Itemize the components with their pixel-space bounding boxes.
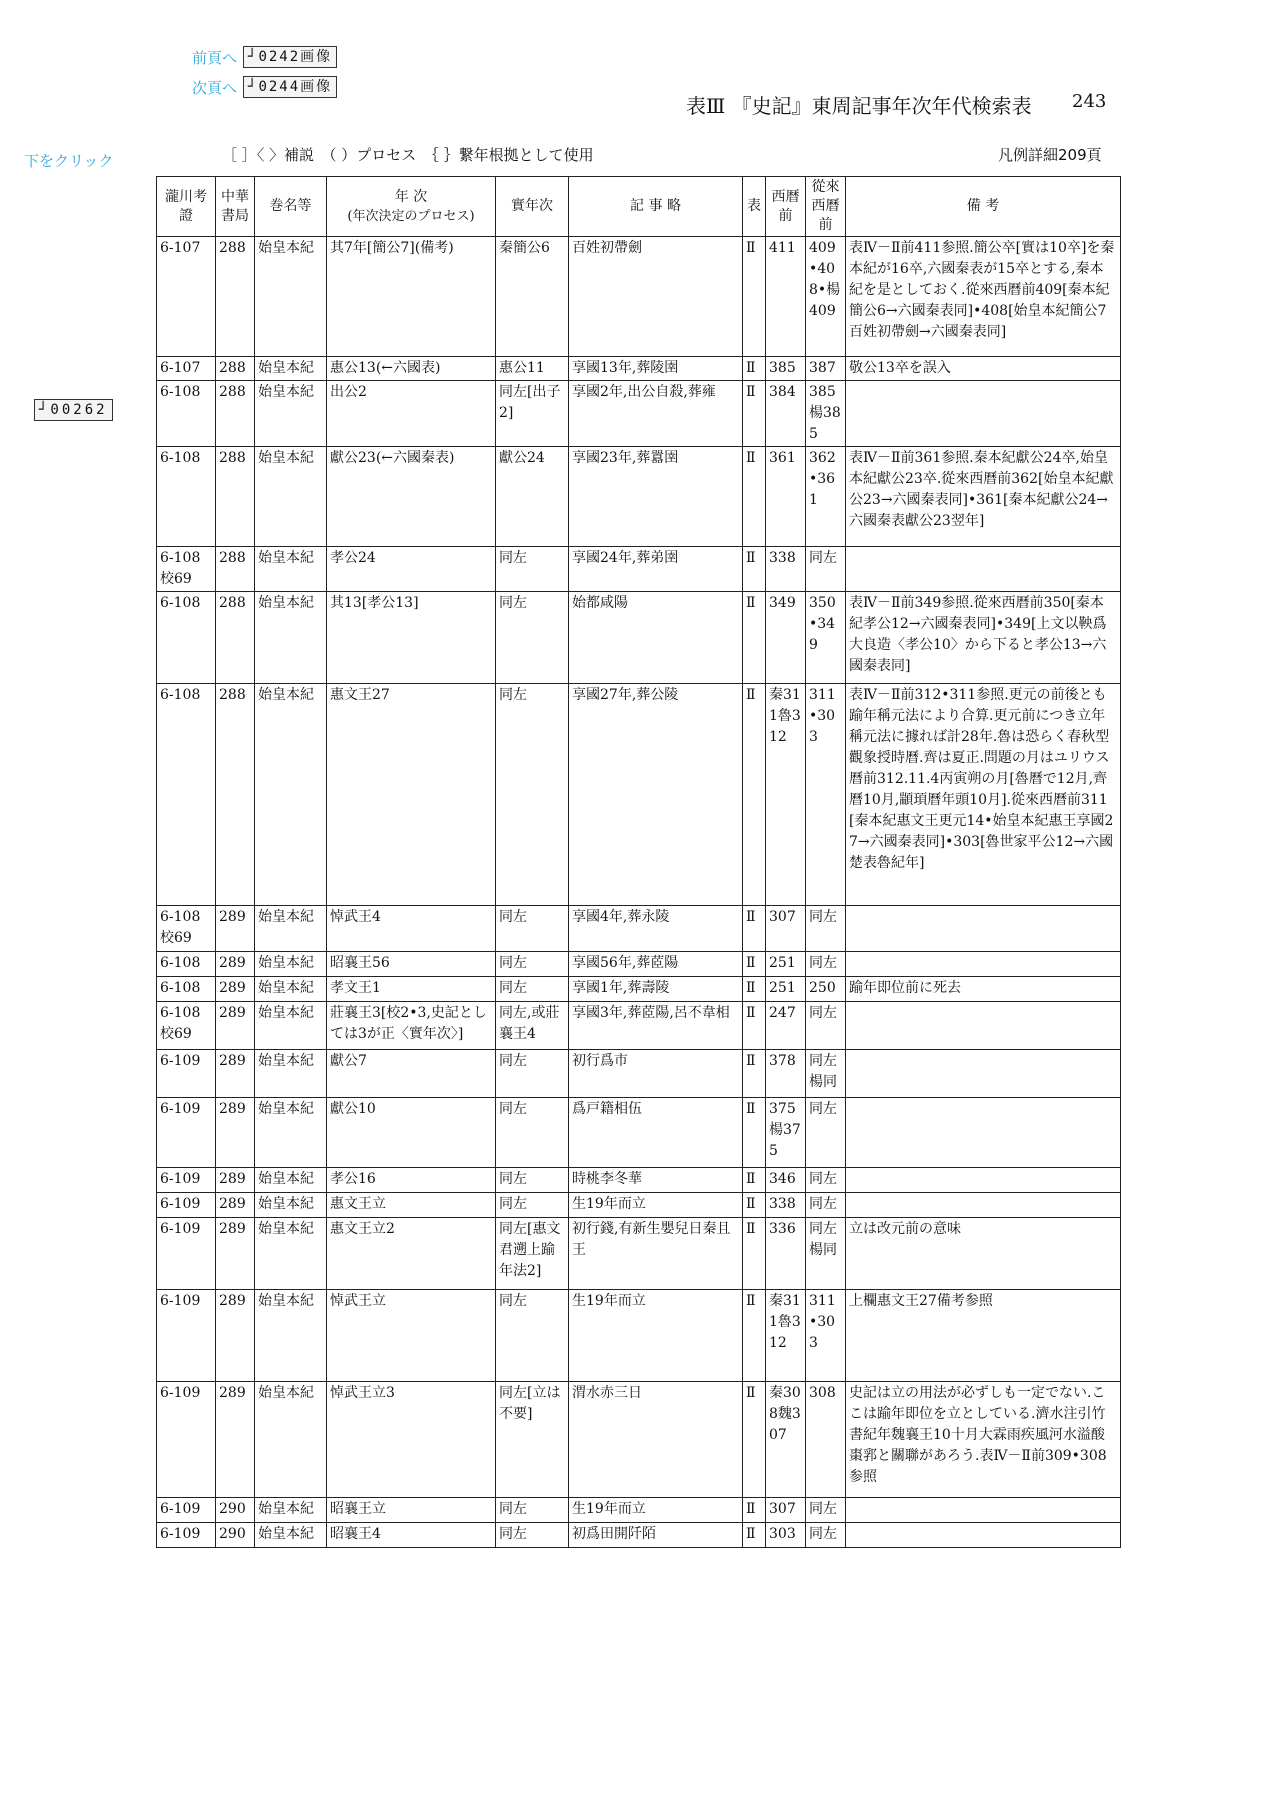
col-header-year — [327, 177, 496, 237]
cell-prev-bce: 同左 — [806, 1498, 846, 1523]
cell-notes — [846, 1002, 1121, 1050]
cell-notes: 表Ⅳ－Ⅱ前411参照.簡公卒[實は10卒]を秦本紀が16卒,六國秦表が15卒とする,秦本紀を是としておく.從來西曆前409[秦本紀簡公6→六國秦表同]•408[始皇本紀簡公7百姓初帶劍→六國秦表同] — [846, 237, 1121, 357]
cell-actual-year: 同左,或莊襄王4 — [496, 1002, 569, 1050]
table-row — [157, 357, 1121, 381]
legend-ref: 凡例詳細209頁 — [998, 146, 1102, 164]
cell-takigawa: 6-109 — [157, 1168, 216, 1193]
cell-year: 昭襄王立 — [327, 1498, 496, 1523]
cell-summary: 初行爲市 — [569, 1050, 743, 1098]
cell-volume: 始皇本紀 — [255, 237, 327, 357]
side-ref-button[interactable]: ┘00262 — [34, 399, 113, 421]
cell-year: 獻公23(←六國秦表) — [327, 447, 496, 547]
cell-actual-year: 同左 — [496, 1193, 569, 1218]
cell-year: 獻公10 — [327, 1098, 496, 1168]
cell-takigawa: 6-109 — [157, 1193, 216, 1218]
cell-table: Ⅱ — [743, 547, 766, 592]
cell-table: Ⅱ — [743, 1218, 766, 1290]
cell-notes — [846, 1193, 1121, 1218]
cell-notes — [846, 1498, 1121, 1523]
cell-summary: 渭水赤三日 — [569, 1382, 743, 1498]
cell-bce: 303 — [766, 1523, 806, 1548]
cell-table: Ⅱ — [743, 1193, 766, 1218]
cell-table: Ⅱ — [743, 357, 766, 381]
cell-bce: 秦311魯312 — [766, 1290, 806, 1382]
cell-table: Ⅱ — [743, 447, 766, 547]
cell-zhonghua: 289 — [216, 1168, 255, 1193]
cell-zhonghua: 289 — [216, 906, 255, 952]
cell-summary: 享國2年,出公自殺,葬雍 — [569, 381, 743, 447]
cell-table: Ⅱ — [743, 1523, 766, 1548]
table-row — [157, 1098, 1121, 1168]
cell-takigawa: 6-109 — [157, 1498, 216, 1523]
cell-year: 惠文王27 — [327, 684, 496, 906]
col-header-zhonghua: 中華書局 — [216, 177, 255, 237]
cell-notes: 上欄惠文王27備考参照 — [846, 1290, 1121, 1382]
cell-takigawa: 6-109 — [157, 1290, 216, 1382]
table-row — [157, 1382, 1121, 1498]
cell-prev-bce: 311•303 — [806, 1290, 846, 1382]
col-header-notes: 備 考 — [846, 177, 1121, 237]
cell-prev-bce: 362•361 — [806, 447, 846, 547]
cell-bce: 361 — [766, 447, 806, 547]
cell-bce: 349 — [766, 592, 806, 684]
cell-notes: 表Ⅳ－Ⅱ前361参照.秦本紀獻公24卒,始皇本紀獻公23卒.從來西曆前362[始皇本紀獻公23→六國秦表同]•361[秦本紀獻公24→六國秦表獻公23翌年] — [846, 447, 1121, 547]
table-row — [157, 447, 1121, 547]
cell-bce: 338 — [766, 547, 806, 592]
nav-next — [192, 76, 337, 98]
click-hint-link[interactable]: 下をクリック — [24, 152, 114, 170]
cell-zhonghua: 289 — [216, 1002, 255, 1050]
cell-year: 莊襄王3[校2•3,史記としては3が正〈實年次〉] — [327, 1002, 496, 1050]
prev-page-label: 前頁へ — [192, 48, 238, 67]
cell-zhonghua: 288 — [216, 237, 255, 357]
cell-year: 獻公7 — [327, 1050, 496, 1098]
nav-prev — [192, 46, 337, 68]
cell-actual-year: 同左 — [496, 952, 569, 977]
cell-prev-bce: 同左 — [806, 1002, 846, 1050]
cell-takigawa: 6-108 — [157, 447, 216, 547]
cell-prev-bce: 409•408•楊409 — [806, 237, 846, 357]
cell-takigawa: 6-109 — [157, 1523, 216, 1548]
cell-takigawa: 6-107 — [157, 237, 216, 357]
cell-table: Ⅱ — [743, 592, 766, 684]
cell-bce: 247 — [766, 1002, 806, 1050]
next-page-button[interactable]: ┘0244画像 — [243, 76, 337, 98]
table-row — [157, 547, 1121, 592]
table-row — [157, 906, 1121, 952]
cell-volume: 始皇本紀 — [255, 357, 327, 381]
cell-table: Ⅱ — [743, 1290, 766, 1382]
prev-page-button[interactable]: ┘0242画像 — [243, 46, 337, 68]
cell-actual-year: 惠公11 — [496, 357, 569, 381]
cell-zhonghua: 289 — [216, 1290, 255, 1382]
cell-table: Ⅱ — [743, 1050, 766, 1098]
cell-zhonghua: 290 — [216, 1498, 255, 1523]
cell-year: 悼武王立 — [327, 1290, 496, 1382]
page-title: 表Ⅲ 『史記』東周記事年次年代検索表 — [686, 94, 1032, 118]
cell-year: 出公2 — [327, 381, 496, 447]
table-row — [157, 592, 1121, 684]
cell-summary: 時桃李冬華 — [569, 1168, 743, 1193]
cell-summary: 生19年而立 — [569, 1193, 743, 1218]
cell-table: Ⅱ — [743, 1498, 766, 1523]
cell-zhonghua: 289 — [216, 1218, 255, 1290]
cell-volume: 始皇本紀 — [255, 1290, 327, 1382]
cell-takigawa: 6-109 — [157, 1218, 216, 1290]
cell-prev-bce: 同左 — [806, 1523, 846, 1548]
cell-prev-bce: 同左楊同 — [806, 1218, 846, 1290]
cell-year: 惠公13(←六國表) — [327, 357, 496, 381]
col-header-volume: 巻名等 — [255, 177, 327, 237]
cell-year: 其13[孝公13] — [327, 592, 496, 684]
cell-notes — [846, 1098, 1121, 1168]
cell-takigawa: 6-108 校69 — [157, 1002, 216, 1050]
cell-volume: 始皇本紀 — [255, 1168, 327, 1193]
chronology-table — [156, 176, 1121, 1548]
cell-takigawa: 6-108 — [157, 592, 216, 684]
cell-prev-bce: 385楊385 — [806, 381, 846, 447]
cell-volume: 始皇本紀 — [255, 592, 327, 684]
cell-table: Ⅱ — [743, 1098, 766, 1168]
cell-actual-year: 同左 — [496, 1498, 569, 1523]
cell-volume: 始皇本紀 — [255, 1050, 327, 1098]
table-row — [157, 952, 1121, 977]
cell-prev-bce: 同左楊同 — [806, 1050, 846, 1098]
cell-summary: 生19年而立 — [569, 1498, 743, 1523]
cell-bce: 411 — [766, 237, 806, 357]
cell-volume: 始皇本紀 — [255, 1523, 327, 1548]
cell-takigawa: 6-109 — [157, 1050, 216, 1098]
cell-year: 悼武王4 — [327, 906, 496, 952]
table-row — [157, 1168, 1121, 1193]
cell-takigawa: 6-109 — [157, 1098, 216, 1168]
cell-table: Ⅱ — [743, 1002, 766, 1050]
cell-summary: 始都咸陽 — [569, 592, 743, 684]
cell-actual-year: 同左[出子2] — [496, 381, 569, 447]
cell-summary: 享國24年,葬弟圉 — [569, 547, 743, 592]
cell-actual-year: 獻公24 — [496, 447, 569, 547]
cell-year: 孝公24 — [327, 547, 496, 592]
cell-notes — [846, 1168, 1121, 1193]
cell-table: Ⅱ — [743, 381, 766, 447]
cell-year: 孝文王1 — [327, 977, 496, 1002]
cell-prev-bce: 同左 — [806, 1168, 846, 1193]
cell-notes: 表Ⅳ－Ⅱ前349参照.從來西曆前350[秦本紀孝公12→六國秦表同]•349[上文以鞅爲大良造〈孝公10〉から下ると孝公13→六國秦表同] — [846, 592, 1121, 684]
cell-takigawa: 6-108 校69 — [157, 906, 216, 952]
cell-notes — [846, 952, 1121, 977]
cell-year: 惠文王立2 — [327, 1218, 496, 1290]
cell-summary: 生19年而立 — [569, 1290, 743, 1382]
cell-bce: 378 — [766, 1050, 806, 1098]
cell-year: 悼武王立3 — [327, 1382, 496, 1498]
cell-notes — [846, 547, 1121, 592]
cell-volume: 始皇本紀 — [255, 1193, 327, 1218]
cell-zhonghua: 288 — [216, 357, 255, 381]
cell-summary: 百姓初帶劍 — [569, 237, 743, 357]
cell-actual-year: 秦簡公6 — [496, 237, 569, 357]
cell-summary: 初爲田開阡陌 — [569, 1523, 743, 1548]
cell-notes: 立は改元前の意味 — [846, 1218, 1121, 1290]
cell-table: Ⅱ — [743, 952, 766, 977]
cell-actual-year: 同左 — [496, 906, 569, 952]
cell-bce: 338 — [766, 1193, 806, 1218]
cell-prev-bce: 同左 — [806, 1098, 846, 1168]
table-row — [157, 1002, 1121, 1050]
cell-volume: 始皇本紀 — [255, 1098, 327, 1168]
cell-volume: 始皇本紀 — [255, 547, 327, 592]
cell-year: 孝公16 — [327, 1168, 496, 1193]
cell-summary: 享國3年,葬茝陽,呂不韋相 — [569, 1002, 743, 1050]
cell-notes — [846, 906, 1121, 952]
cell-table: Ⅱ — [743, 1382, 766, 1498]
cell-summary: 享國27年,葬公陵 — [569, 684, 743, 906]
cell-table: Ⅱ — [743, 977, 766, 1002]
cell-prev-bce: 387 — [806, 357, 846, 381]
cell-takigawa: 6-108 — [157, 381, 216, 447]
cell-volume: 始皇本紀 — [255, 1218, 327, 1290]
table-row — [157, 237, 1121, 357]
table-row — [157, 381, 1121, 447]
cell-actual-year: 同左 — [496, 977, 569, 1002]
cell-summary: 享國56年,葬茝陽 — [569, 952, 743, 977]
cell-actual-year: 同左 — [496, 1290, 569, 1382]
cell-zhonghua: 288 — [216, 547, 255, 592]
cell-zhonghua: 289 — [216, 1382, 255, 1498]
cell-actual-year: 同左 — [496, 1098, 569, 1168]
cell-zhonghua: 289 — [216, 1193, 255, 1218]
cell-zhonghua: 288 — [216, 592, 255, 684]
cell-bce: 307 — [766, 906, 806, 952]
cell-prev-bce: 311•303 — [806, 684, 846, 906]
cell-bce: 秦308魏307 — [766, 1382, 806, 1498]
cell-prev-bce: 同左 — [806, 906, 846, 952]
cell-notes: 踰年即位前に死去 — [846, 977, 1121, 1002]
table-row — [157, 684, 1121, 906]
col-header-table: 表 — [743, 177, 766, 237]
cell-volume: 始皇本紀 — [255, 1498, 327, 1523]
cell-notes: 表Ⅳ－Ⅱ前312•311参照.更元の前後とも踰年稱元法により合算.更元前につき立年稱元法に據れば計28年.魯は恐らく春秋型觀象授時曆.齊は夏正.問題の月はユリウス曆前312.11.4丙寅朔の月[魯曆で12月,齊曆10月,顓頊曆年頭10月].從來西曆前311[秦本紀惠文王更元14•始皇本紀惠王享國27→六國秦表同]•303[魯世家平公12→六國楚表魯紀年] — [846, 684, 1121, 906]
cell-year: 昭襄王56 — [327, 952, 496, 977]
col-header-prev-bce: 從來西曆前 — [806, 177, 846, 237]
cell-notes — [846, 1050, 1121, 1098]
cell-actual-year: 同左[立は不要] — [496, 1382, 569, 1498]
cell-table: Ⅱ — [743, 237, 766, 357]
next-page-label: 次頁へ — [192, 78, 238, 97]
cell-actual-year: 同左 — [496, 1050, 569, 1098]
cell-bce: 385 — [766, 357, 806, 381]
cell-table: Ⅱ — [743, 684, 766, 906]
cell-zhonghua: 289 — [216, 1050, 255, 1098]
cell-summary: 享國4年,葬永陵 — [569, 906, 743, 952]
cell-volume: 始皇本紀 — [255, 1002, 327, 1050]
table-header-row — [157, 177, 1121, 237]
cell-prev-bce: 同左 — [806, 1193, 846, 1218]
cell-prev-bce: 250 — [806, 977, 846, 1002]
cell-actual-year: 同左 — [496, 1523, 569, 1548]
cell-zhonghua: 290 — [216, 1523, 255, 1548]
cell-notes — [846, 1523, 1121, 1548]
cell-volume: 始皇本紀 — [255, 906, 327, 952]
cell-table: Ⅱ — [743, 1168, 766, 1193]
cell-takigawa: 6-107 — [157, 357, 216, 381]
cell-takigawa: 6-108 校69 — [157, 547, 216, 592]
cell-table: Ⅱ — [743, 906, 766, 952]
col-header-year-sub: (年次決定のプロセス) — [347, 208, 475, 224]
cell-zhonghua: 289 — [216, 1098, 255, 1168]
cell-prev-bce: 同左 — [806, 547, 846, 592]
cell-bce: 384 — [766, 381, 806, 447]
cell-summary: 爲戸籍相伍 — [569, 1098, 743, 1168]
cell-year: 昭襄王4 — [327, 1523, 496, 1548]
cell-notes: 史記は立の用法が必ずしも一定でない.ここは踰年即位を立としている.濟水注引竹書紀年魏襄王10十月大霖雨疾風河水溢酸棗郛と關聯があろう.表Ⅳ－Ⅱ前309•308参照 — [846, 1382, 1121, 1498]
page-number: 243 — [1072, 91, 1107, 112]
col-header-takigawa: 瀧川考證 — [157, 177, 216, 237]
table-row — [157, 1050, 1121, 1098]
cell-zhonghua: 288 — [216, 381, 255, 447]
cell-zhonghua: 289 — [216, 952, 255, 977]
cell-actual-year: 同左 — [496, 592, 569, 684]
cell-takigawa: 6-109 — [157, 1382, 216, 1498]
table-row — [157, 1498, 1121, 1523]
cell-notes — [846, 381, 1121, 447]
cell-bce: 375楊375 — [766, 1098, 806, 1168]
cell-volume: 始皇本紀 — [255, 977, 327, 1002]
cell-bce: 336 — [766, 1218, 806, 1290]
cell-volume: 始皇本紀 — [255, 381, 327, 447]
cell-bce: 秦311魯312 — [766, 684, 806, 906]
cell-takigawa: 6-108 — [157, 977, 216, 1002]
col-header-summary: 記 事 略 — [569, 177, 743, 237]
table-row — [157, 1193, 1121, 1218]
cell-prev-bce: 350•349 — [806, 592, 846, 684]
cell-takigawa: 6-108 — [157, 684, 216, 906]
cell-takigawa: 6-108 — [157, 952, 216, 977]
cell-year: 惠文王立 — [327, 1193, 496, 1218]
table-row — [157, 977, 1121, 1002]
cell-zhonghua: 288 — [216, 684, 255, 906]
cell-summary: 享國1年,葬壽陵 — [569, 977, 743, 1002]
cell-bce: 346 — [766, 1168, 806, 1193]
cell-zhonghua: 288 — [216, 447, 255, 547]
col-header-year-main: 年 次 — [394, 188, 428, 205]
table-row — [157, 1523, 1121, 1548]
cell-volume: 始皇本紀 — [255, 1382, 327, 1498]
cell-bce: 251 — [766, 977, 806, 1002]
cell-bce: 251 — [766, 952, 806, 977]
col-header-bce: 西暦前 — [766, 177, 806, 237]
cell-actual-year: 同左 — [496, 1168, 569, 1193]
table-row — [157, 1218, 1121, 1290]
cell-actual-year: 同左 — [496, 684, 569, 906]
cell-summary: 享國23年,葬囂圉 — [569, 447, 743, 547]
cell-volume: 始皇本紀 — [255, 684, 327, 906]
table-row — [157, 1290, 1121, 1382]
cell-zhonghua: 289 — [216, 977, 255, 1002]
cell-actual-year: 同左 — [496, 547, 569, 592]
cell-summary: 初行錢,有新生嬰兒日秦且王 — [569, 1218, 743, 1290]
cell-actual-year: 同左[惠文君遡上踰年法2] — [496, 1218, 569, 1290]
cell-prev-bce: 308 — [806, 1382, 846, 1498]
cell-year: 其7年[簡公7](備考) — [327, 237, 496, 357]
col-header-actual-year: 實年次 — [496, 177, 569, 237]
cell-notes: 敬公13卒を誤入 — [846, 357, 1121, 381]
cell-volume: 始皇本紀 — [255, 447, 327, 547]
cell-summary: 享國13年,葬陵圉 — [569, 357, 743, 381]
cell-bce: 307 — [766, 1498, 806, 1523]
cell-volume: 始皇本紀 — [255, 952, 327, 977]
legend-text: ［ ］〈 〉補説 （ ）プロセス ｛ ｝繋年根拠として使用 — [222, 146, 594, 164]
cell-prev-bce: 同左 — [806, 952, 846, 977]
